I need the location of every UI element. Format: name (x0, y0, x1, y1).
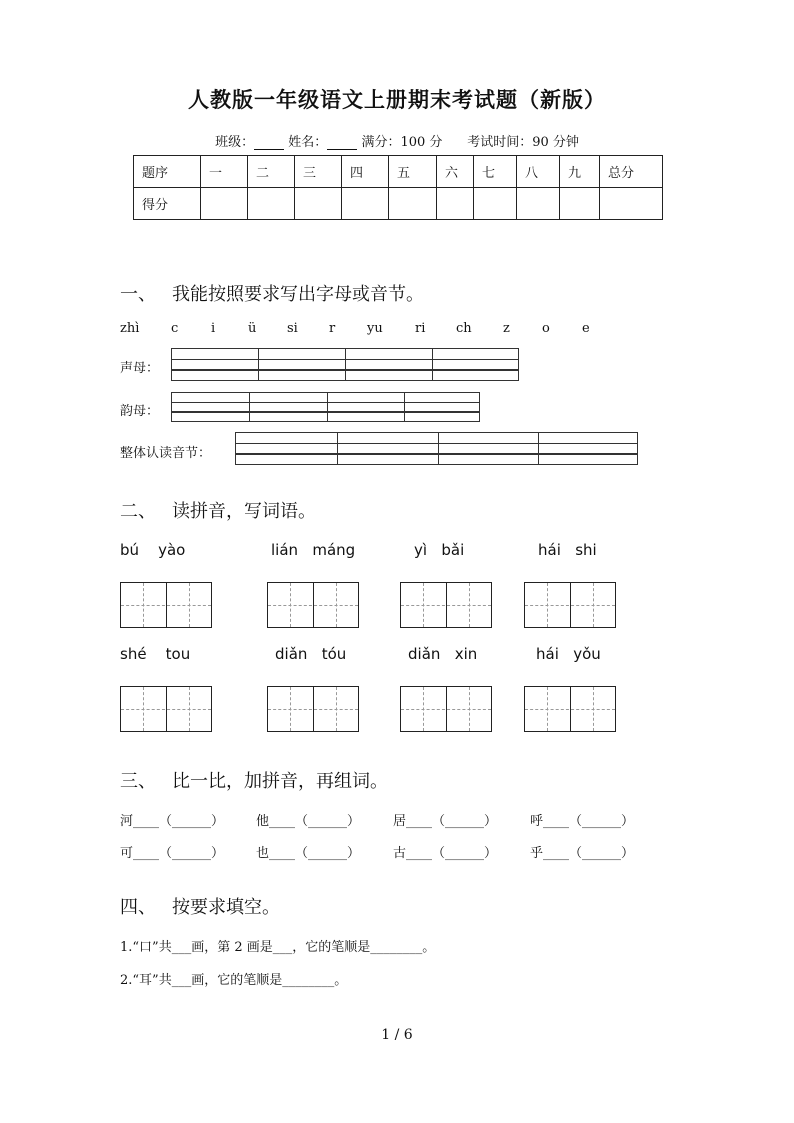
score-header-cell: 二 (248, 156, 295, 188)
full-score: 满分：100 分 (361, 135, 443, 150)
score-table (133, 155, 663, 220)
pinyin-word (120, 541, 185, 559)
pinyin-word (120, 645, 190, 663)
score-cell[interactable] (560, 188, 600, 220)
section4-number: 四、 (120, 897, 156, 918)
score-header-cell: 八 (517, 156, 560, 188)
score-header-cell: 一 (201, 156, 248, 188)
pinyin-syllable: bú (120, 541, 140, 559)
letter-item: yu (367, 321, 383, 336)
pinyin-word (538, 541, 597, 559)
pinyin-syllable: lián (271, 541, 299, 559)
name-blank[interactable] (327, 137, 357, 150)
question-1: 1.“口”共___画，第 2 画是___，它的笔顺是________。 (120, 940, 436, 955)
yunmu-label: 韵母： (120, 404, 160, 419)
letter-item: ri (415, 321, 426, 336)
compare-item: 呼____（______） (530, 814, 635, 829)
score-header-cell: 题序 (134, 156, 201, 188)
score-header-cell: 四 (342, 156, 389, 188)
section3-title: 比一比，加拼音，再组词。 (172, 771, 388, 792)
tianzige-box[interactable] (267, 582, 359, 628)
class-blank[interactable] (254, 137, 284, 150)
page-number: 1 / 6 (381, 1027, 413, 1043)
score-header-row (134, 156, 663, 188)
letter-item: e (582, 321, 590, 336)
pinyin-syllable: tou (165, 645, 191, 663)
section4-heading (120, 893, 280, 919)
score-header-cell: 总分 (600, 156, 663, 188)
pinyin-syllable: diǎn (275, 645, 308, 663)
pinyin-word (408, 645, 477, 663)
score-cell[interactable] (295, 188, 342, 220)
letter-item: zhì (120, 321, 140, 336)
class-label: 班级： (215, 135, 255, 150)
score-cell[interactable] (389, 188, 437, 220)
section2-heading (120, 497, 316, 523)
question-2: 2.“耳”共___画，它的笔顺是________。 (120, 973, 348, 988)
score-cell[interactable] (517, 188, 560, 220)
shengmu-writing-lines[interactable] (171, 348, 519, 381)
score-cell[interactable] (474, 188, 517, 220)
pinyin-syllable: bǎi (441, 541, 465, 559)
pinyin-syllable: yì (414, 541, 428, 559)
score-value-row (134, 188, 663, 220)
compare-item: 可____（______） (120, 846, 225, 861)
compare-item: 古____（______） (393, 846, 498, 861)
compare-item: 他____（______） (256, 814, 361, 829)
pinyin-syllable: tóu (321, 645, 347, 663)
exam-info (0, 131, 794, 150)
letter-item: c (171, 321, 179, 336)
pinyin-syllable: diǎn (408, 645, 441, 663)
page-title: 人教版一年级语文上册期末考试题（新版） (188, 88, 606, 112)
pinyin-word (275, 645, 346, 663)
letter-item: ch (456, 321, 472, 336)
compare-item: 河____（______） (120, 814, 225, 829)
tianzige-box[interactable] (524, 582, 616, 628)
pinyin-syllable: xin (454, 645, 478, 663)
pinyin-syllable: shi (575, 541, 597, 559)
pinyin-syllable: shé (120, 645, 147, 663)
yunmu-writing-lines[interactable] (171, 392, 480, 422)
score-header-cell: 七 (474, 156, 517, 188)
score-cell[interactable] (201, 188, 248, 220)
letter-item: z (503, 321, 510, 336)
score-header-cell: 六 (437, 156, 474, 188)
pinyin-syllable: yǒu (573, 645, 601, 663)
score-row-label: 得分 (134, 188, 201, 220)
compare-item: 也____（______） (256, 846, 361, 861)
pinyin-word (414, 541, 464, 559)
letter-item: o (542, 321, 550, 336)
name-label: 姓名： (288, 135, 328, 150)
zhengti-label: 整体认读音节： (120, 446, 212, 461)
section4-title: 按要求填空。 (172, 897, 280, 918)
section2-number: 二、 (120, 501, 156, 522)
tianzige-box[interactable] (400, 686, 492, 732)
shengmu-label: 声母： (120, 361, 160, 376)
tianzige-box[interactable] (120, 582, 212, 628)
exam-time: 考试时间：90 分钟 (467, 135, 579, 150)
score-header-cell: 五 (389, 156, 437, 188)
pinyin-syllable: máng (312, 541, 356, 559)
letter-item: ü (248, 321, 257, 336)
compare-item: 乎____（______） (530, 846, 635, 861)
pinyin-word (271, 541, 355, 559)
letter-list (0, 321, 794, 339)
section1-number: 一、 (120, 284, 156, 305)
section2-title: 读拼音，写词语。 (172, 501, 316, 522)
tianzige-box[interactable] (120, 686, 212, 732)
tianzige-box[interactable] (267, 686, 359, 732)
score-cell[interactable] (342, 188, 389, 220)
letter-item: r (329, 321, 336, 336)
score-cell[interactable] (600, 188, 663, 220)
section3-heading (120, 767, 388, 793)
section1-title: 我能按照要求写出字母或音节。 (172, 284, 424, 305)
pinyin-syllable: yào (158, 541, 186, 559)
section1-heading (120, 280, 424, 306)
letter-item: i (211, 321, 216, 336)
score-cell[interactable] (437, 188, 474, 220)
score-header-cell: 三 (295, 156, 342, 188)
letter-item: si (287, 321, 298, 336)
compare-item: 居____（______） (393, 814, 498, 829)
pinyin-syllable: hái (538, 541, 561, 559)
tianzige-box[interactable] (400, 582, 492, 628)
pinyin-word (536, 645, 601, 663)
score-cell[interactable] (248, 188, 295, 220)
pinyin-syllable: hái (536, 645, 559, 663)
tianzige-box[interactable] (524, 686, 616, 732)
score-header-cell: 九 (560, 156, 600, 188)
zhengti-writing-lines[interactable] (235, 432, 638, 465)
section3-number: 三、 (120, 771, 156, 792)
